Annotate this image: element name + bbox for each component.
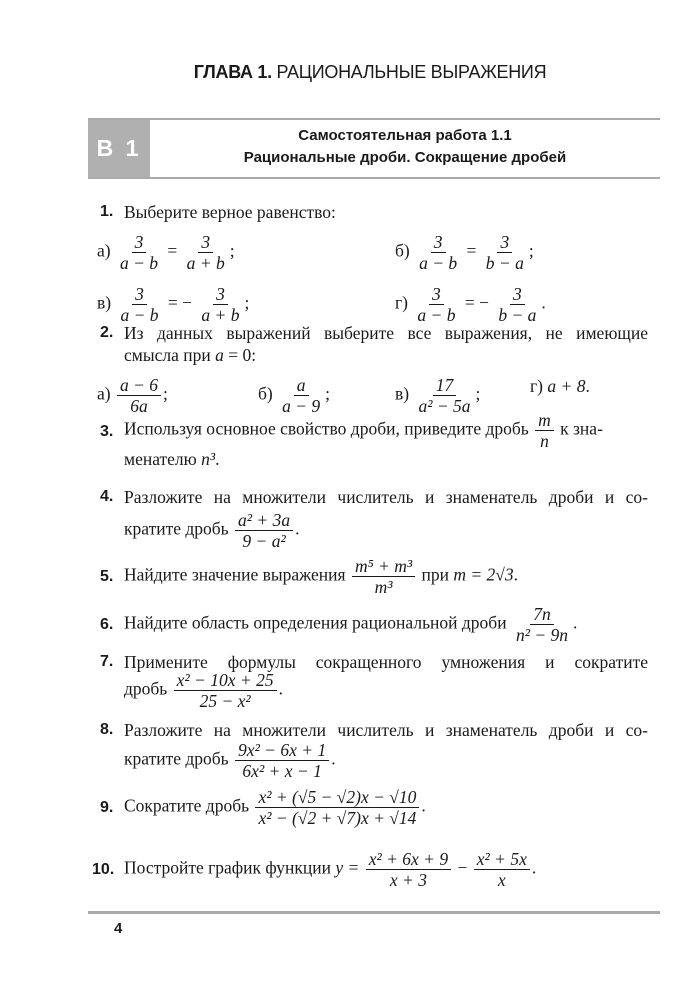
option-d: г) a + 8. bbox=[530, 376, 590, 396]
option-b: б) $\frac{3}{a - b}$ = $\frac{3}{b - a}$ ; bbox=[395, 232, 534, 273]
option-d: г) $\frac{3}{a - b}$ = − $\frac{3}{b - a}$ . bbox=[395, 284, 546, 325]
work-header bbox=[88, 118, 660, 179]
option-c: в) $\frac{17}{\text{a² − 5a}}$ ; bbox=[395, 375, 481, 416]
option-a: а) $\frac{a - 6}{6a}$ ; bbox=[97, 375, 168, 416]
chapter-heading: ГЛАВА 1. РАЦИОНАЛЬНЫЕ ВЫРАЖЕНИЯ bbox=[193, 62, 547, 82]
footer-divider bbox=[88, 911, 660, 914]
option-c: в) $\frac{3}{a - b}$ = − $\frac{3}{a + b}$ ; bbox=[97, 284, 250, 325]
page-number: 4 bbox=[114, 920, 123, 937]
option-b: б) $\frac{a}{a - 9}$ ; bbox=[258, 375, 331, 416]
variant-badge: В 1 bbox=[88, 120, 150, 177]
work-title: Самостоятельная работа 1.1 Рациональные дроби. Сокращение дробей bbox=[243, 127, 567, 166]
option-a: а) $\frac{3}{a - b}$ = $\frac{3}{a + b}$ ; bbox=[97, 232, 235, 273]
